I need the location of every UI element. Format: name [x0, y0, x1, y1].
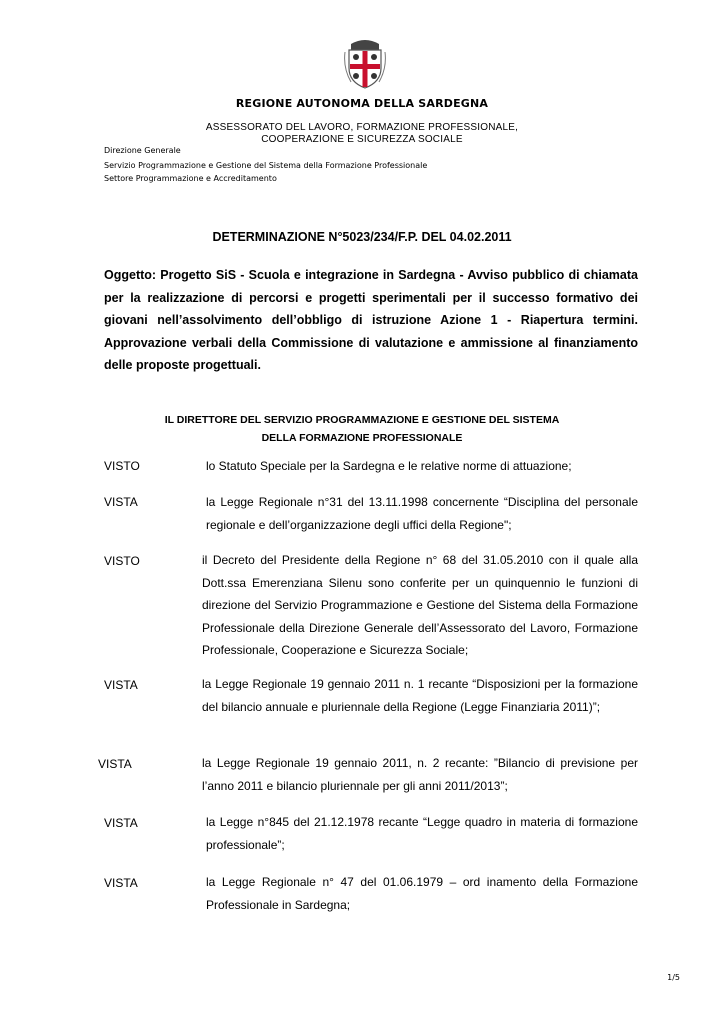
direzione-generale: Direzione Generale — [104, 146, 181, 155]
determination-title: DETERMINAZIONE N°5023/234/F.P. DEL 04.02.2011 — [212, 230, 512, 244]
director-heading-line-1: IL DIRETTORE DEL SERVIZIO PROGRAMMAZIONE E GESTIONE DEL SISTEMA — [164, 414, 560, 426]
clause-keyword: VISTA — [104, 495, 138, 509]
clause-text: il Decreto del Presidente della Regione n° 68 del 31.05.2010 con il quale alla Dott.ssa Emerenziana Silenu sono conferite per un quinquennio le funzioni di direzione del Servizio Programmazione e Gestione del Sistema della Formazione Professionale della Direzione Generale dell’Assessorato del Lavoro, Formazione Professionale, Cooperazione e Sicurezza Sociale; — [202, 553, 638, 657]
clause-keyword: VISTA — [104, 678, 138, 692]
clause-text: lo Statuto Speciale per la Sardegna e le relative norme di attuazione; — [206, 459, 572, 473]
clause-keyword: VISTO — [104, 459, 140, 473]
clause-text: la Legge Regionale n°31 del 13.11.1998 concernente “Disciplina del personale regionale e dell’organizzazione degli uffici della Regione"; — [206, 495, 638, 532]
clause-keyword: VISTA — [98, 757, 132, 771]
clause-keyword: VISTO — [104, 554, 140, 568]
clause-keyword: VISTA — [104, 876, 138, 890]
servizio-name: Servizio Programmazione e Gestione del Sistema della Formazione Professionale — [104, 161, 428, 170]
clause-text: la Legge Regionale 19 gennaio 2011, n. 2 recante: ”Bilancio di previsione per l’anno 2011 e bilancio pluriennale per gli anni 2011/2013”; — [202, 756, 638, 793]
clause-text: la Legge Regionale n° 47 del 01.06.1979 – ord inamento della Formazione Professionale in Sardegna; — [206, 875, 638, 912]
settore-name: Settore Programmazione e Accreditamento — [104, 174, 277, 183]
director-heading-line-2: DELLA FORMAZIONE PROFESSIONALE — [261, 432, 463, 444]
page-number: 1/5 — [667, 973, 680, 982]
subject-paragraph: Oggetto: Progetto SiS - Scuola e integrazione in Sardegna - Avviso pubblico di chiamata per la realizzazione di percorsi e progetti sperimentali per il successo formativo dei giovani nell’assolvimento dell’obbligo di istruzione Azione 1 - Riapertura termini. Approvazione verbali della Commissione di valutazione e ammissione al finanziamento delle proposte progettuali. — [104, 268, 638, 372]
clause-text: la Legge n°845 del 21.12.1978 recante “Legge quadro in materia di formazione professionale”; — [206, 815, 638, 852]
coat-of-arms-icon — [343, 38, 387, 90]
clause-text: la Legge Regionale 19 gennaio 2011 n. 1 recante “Disposizioni per la formazione del bilancio annuale e pluriennale della Regione (Legge Finanziaria 2011)”; — [202, 677, 638, 714]
region-name: REGIONE AUTONOMA DELLA SARDEGNA — [235, 97, 489, 110]
assessorato-line-2: COOPERAZIONE E SICUREZZA SOCIALE — [261, 134, 463, 145]
clause-keyword: VISTA — [104, 816, 138, 830]
assessorato-line-1: ASSESSORATO DEL LAVORO, FORMAZIONE PROFESSIONALE, — [205, 122, 519, 133]
